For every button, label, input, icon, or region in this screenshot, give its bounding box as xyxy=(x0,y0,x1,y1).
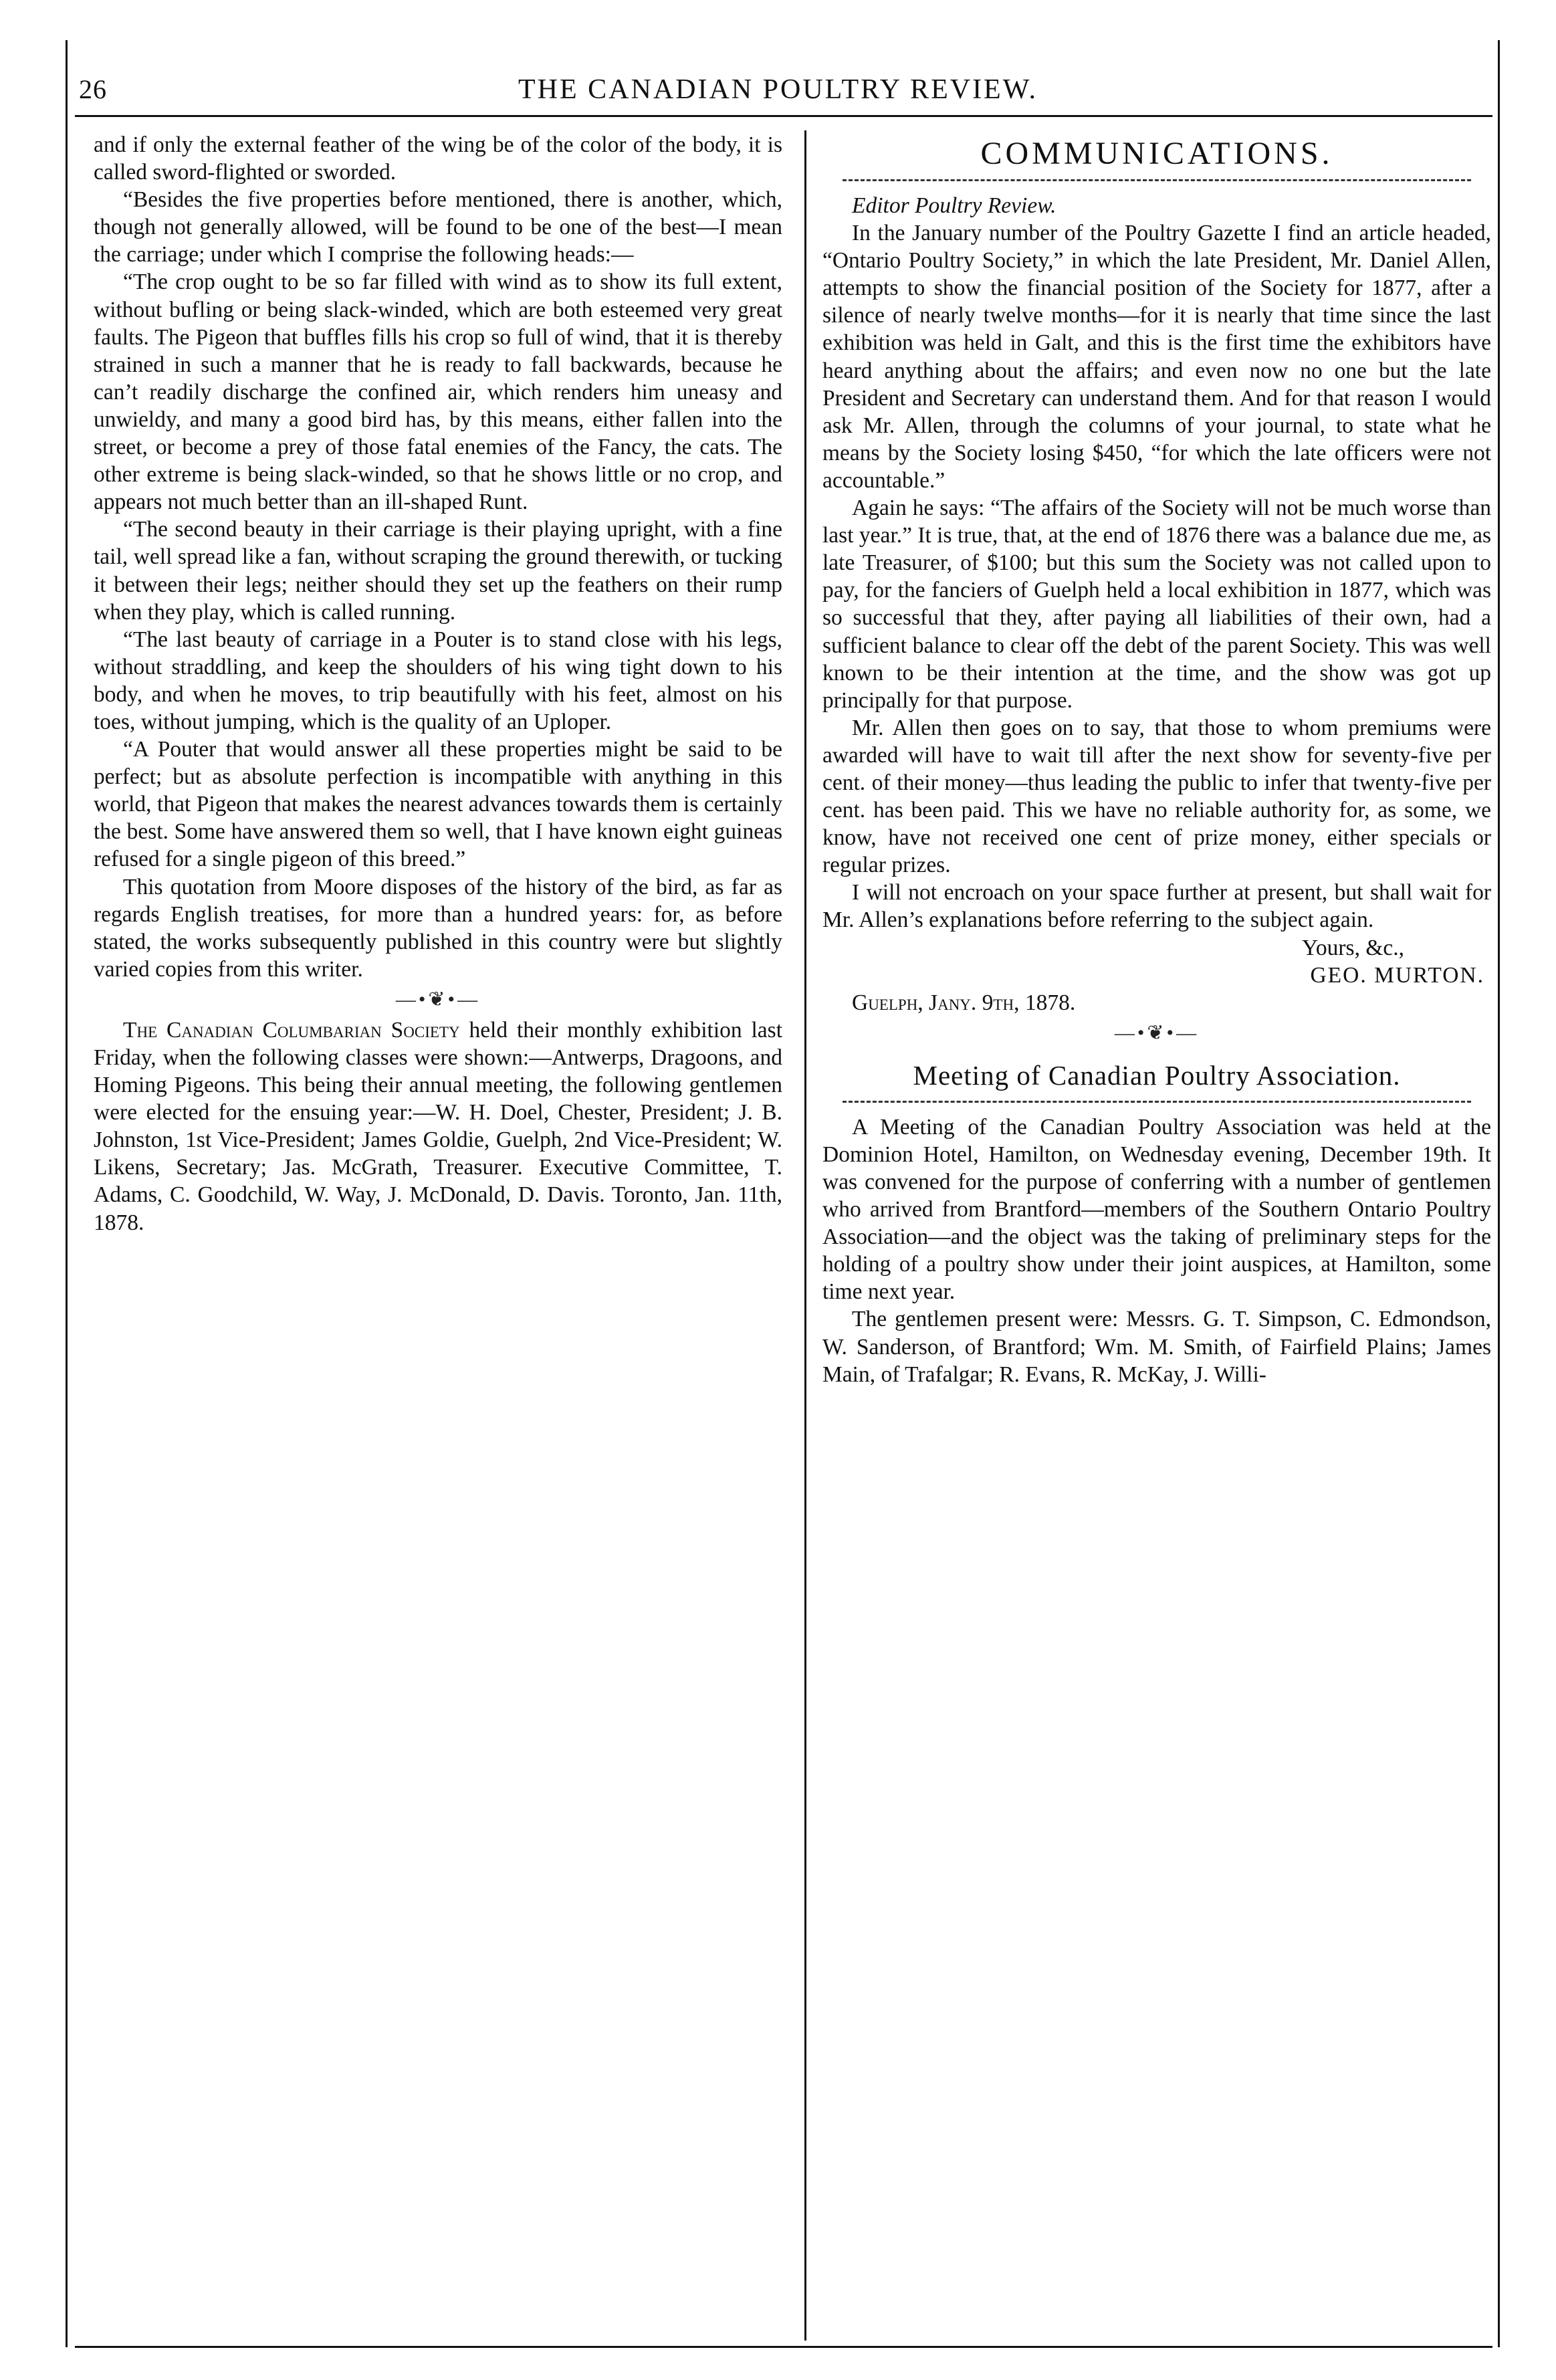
letter-signature: GEO. MURTON. xyxy=(1310,962,1484,988)
article-paragraph: “The last beauty of carriage in a Pouter is to stand close with his legs, without straddling, and keep the shoulders of his wing tight down to his body, and when he moves, to trip beautifully with his feet, almost on his toes, without jumping, which is the quality of an Uploper. xyxy=(94,627,782,734)
header-rule xyxy=(75,115,1492,117)
section-title: COMMUNICATIONS. xyxy=(980,136,1333,171)
article-paragraph: “The second beauty in their carriage is their playing upright, with a fine tail, well spread like a fan, without scraping the ground therewith, or tucking it between their legs; neither should they set up the feathers on their rump when they play, which is called running. xyxy=(94,517,782,625)
page-number: 26 xyxy=(79,74,107,104)
meeting-title: Meeting of Canadian Poultry Association. xyxy=(913,1059,1401,1091)
article-paragraph: “A Pouter that would answer all these properties might be said to be perfect; but as absolute perfection is incompatible with anything in this world, that Pigeon that makes the nearest advances towards them is certainly the best. Some have answered them so well, that I have known eight guineas refused for a single pigeon of this breed.” xyxy=(94,737,782,872)
society-name: The Canadian Columbarian Society xyxy=(123,1017,460,1043)
article-paragraph: “Besides the five properties before mentioned, there is another, which, though not generally allowed, will be found to be one of the best—I mean the carriage; under which I comprise the following heads:— xyxy=(94,187,782,267)
footer-rule xyxy=(75,2346,1492,2348)
running-title: THE CANADIAN POULTRY REVIEW. xyxy=(518,74,1038,105)
letter-paragraph: Again he says: “The affairs of the Society will not be much worse than last year.” It is true, that, at the end of 1876 there was a balance due me, as late Treasurer, of $100; but this sum the Society was not called upon to pay, for the fanciers of Guelph held a local exhibition in 1877, which was so successful that they, after paying all liabilities of their own, had a sufficient balance to clear off the debt of the parent Society. This was well known to be their intention at the time, and the show was got up principally for that purpose. xyxy=(822,496,1491,713)
ornamental-divider: —•❦•— xyxy=(1114,1021,1200,1044)
right-column xyxy=(822,131,1491,1388)
meeting-rule xyxy=(843,1101,1471,1103)
page-edge-left xyxy=(66,40,68,2347)
letter-paragraph: I will not encroach on your space further at present, but shall wait for Mr. Allen’s explanations before referring to the subject again. xyxy=(822,880,1491,933)
article-paragraph: “The crop ought to be so far filled with wind as to show its full extent, without bufling or being slack-winded, which are both esteemed very great faults. The Pigeon that buffles fills his crop so full of wind, that it is thereby strained in such a manner that he is ready to fall backwards, because he can’t readily discharge the confined air, which renders him uneasy and unwieldy, and many a good bird has, by this means, either fallen into the street, or become a prey of those fatal enemies of the Fancy, the cats. The other extreme is being slack-winded, so that he shows little or no crop, and appears not much better than an ill-shaped Runt. xyxy=(94,269,782,515)
letter-paragraph: Mr. Allen then goes on to say, that those to whom premiums were awarded will have to wait till after the next show for seventy-five per cent. of their money—thus leading the public to infer that twenty-five per cent. has been paid. This we have no reliable authority for, as some, we know, have not received one cent of prize money, either specials or regular prizes. xyxy=(822,715,1491,878)
left-column xyxy=(94,131,782,1236)
letter-signoff: Yours, &c., xyxy=(1302,935,1404,960)
section-rule xyxy=(843,179,1471,181)
page-edge-right xyxy=(1498,40,1500,2347)
letter-salutation: Editor Poultry Review. xyxy=(852,193,1057,218)
society-notice xyxy=(94,1016,782,1236)
society-notice-text: held their monthly exhibition last Friday, when the following classes were shown:—Antwerps, Dragoons, and Homing Pigeons. This being their annual meeting, the following gentlemen were elected for the ensuing year:—W. H. Doel, Chester, President; J. B. Johnston, 1st Vice-President; James Goldie, Guelph, 2nd Vice-President; W. Likens, Secretary; Jas. McGrath, Treasurer. Executive Committee, T. Adams, C. Goodchild, W. Way, J. McDonald, D. Davis. Toronto, Jan. 11th, 1878. xyxy=(94,1017,783,1235)
meeting-paragraph: A Meeting of the Canadian Poultry Association was held at the Dominion Hotel, Hamilton, on Wednesday evening, December 19th. It was convened for the purpose of conferring with a number of gentlemen who arrived from Brantford—members of the Southern Ontario Poultry Association—and the object was the taking of preliminary steps for the holding of a poultry show under their joint auspices, at Hamilton, some time next year. xyxy=(822,1114,1491,1305)
ornamental-divider: —•❦•— xyxy=(395,988,481,1010)
letter-paragraph: In the January number of the Poultry Gazette I find an article headed, “Ontario Poultry Society,” in which the late President, Mr. Daniel Allen, attempts to show the financial position of the Society for 1877, after a silence of nearly twelve months—for it is nearly that time since the last exhibition was held in Galt, and this is the first time the exhibitors have heard anything about the affairs; and even now no one but the late President and Secretary can understand them. And for that reason I would ask Mr. Allen, through the columns of your journal, to state what he means by the Society losing $450, “for which the late officers were not accountable.” xyxy=(822,221,1491,493)
letter-dateline: Guelph, Jany. 9th, 1878. xyxy=(852,990,1076,1015)
meeting-paragraph: The gentlemen present were: Messrs. G. T. Simpson, C. Edmondson, W. Sanderson, of Brantford; Wm. M. Smith, of Fairfield Plains; James Main, of Trafalgar; R. Evans, R. McKay, J. Willi- xyxy=(822,1307,1491,1387)
article-paragraph: This quotation from Moore disposes of the history of the bird, as far as regards English treatises, for more than a hundred years: for, as before stated, the works subsequently published in this country were but slightly varied copies from this writer. xyxy=(94,874,782,982)
article-paragraph: and if only the external feather of the wing be of the color of the body, it is called sword-flighted or sworded. xyxy=(94,132,782,185)
column-divider xyxy=(804,130,806,2341)
